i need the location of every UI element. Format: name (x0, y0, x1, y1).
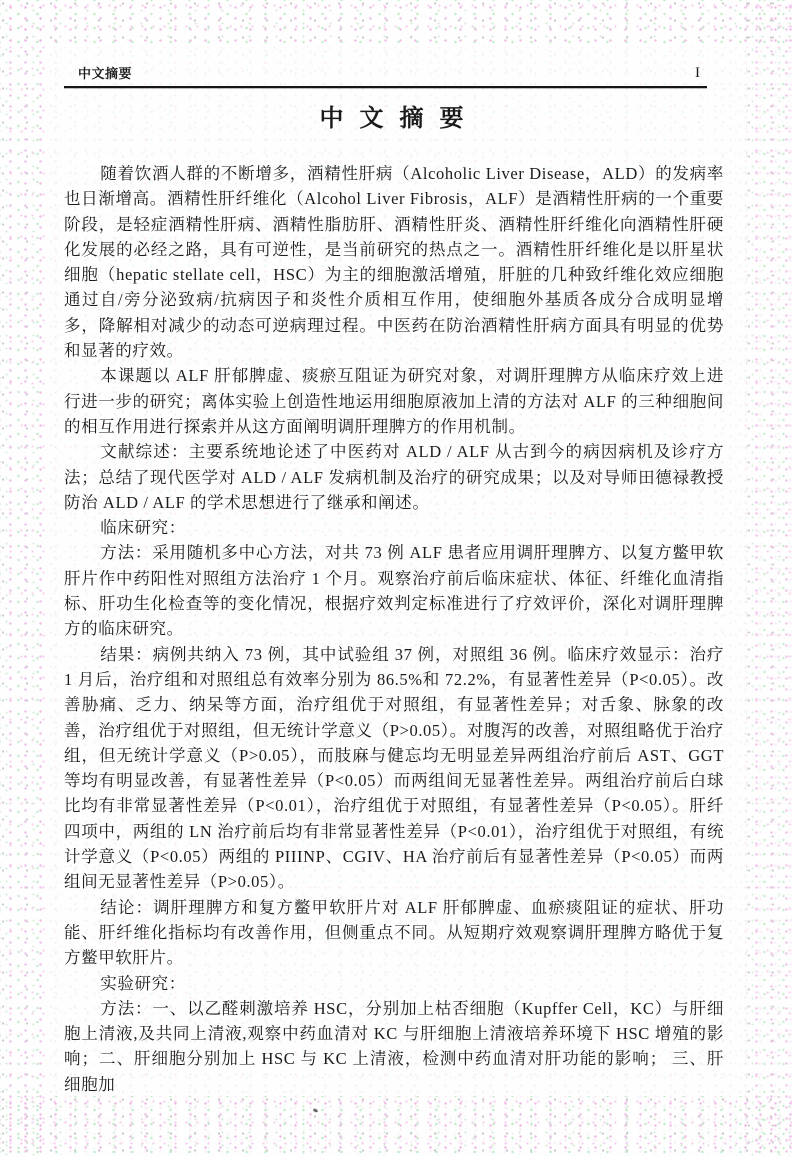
page-title: 中 文 摘 要 (319, 106, 469, 132)
abstract-paragraph: 文献综述：主要系统地论述了中医药对 ALD / ALF 从古到今的病因病机及诊疗方法；总结了现代医学对 ALD / ALF 发病机制及治疗的研究成果；以及对导师田德禄教授防治 ALD / ALF 的学术思想进行了继承和阐述。 (64, 442, 724, 512)
scan-noise-band-bottom (0, 1096, 792, 1156)
header-divider (64, 86, 707, 88)
running-header-title: 中文摘要 (78, 66, 133, 81)
abstract-paragraph: 本课题以 ALF 肝郁脾虚、痰瘀互阻证为研究对象，对调肝理脾方从临床疗效上进行进一步的研究；离体实验上创造性地运用细胞原液加上清的方法对 ALF 的三种细胞间的相互作用进行探索并从这方面阐明调肝理脾方的作用机制。 (64, 366, 724, 436)
scan-noise-band-top (0, 0, 792, 46)
abstract-paragraph: 随着饮酒人群的不断增多，酒精性肝病（Alcoholic Liver Disease，ALD）的发病率也日渐增高。酒精性肝纤维化（Alcohol Liver Fibrosis，ALF）是酒精性肝病的一个重要阶段，是轻症酒精性肝病、酒精性脂肪肝、酒精性肝炎、酒精性肝纤维化向酒精性肝硬化发展的必经之路，具有可逆性，是当前研究的热点之一。酒精性肝纤维化是以肝星状细胞（hepatic stellate cell，HSC）为主的细胞激活增殖，肝脏的几种致纤维化效应细胞通过自/旁分泌致病/抗病因子和炎性介质相互作用，使细胞外基质各成分合成明显增多，降解相对减少的动态可逆病理过程。中医药在防治酒精性肝病方面具有明显的优势和显著的疗效。 (64, 164, 724, 361)
abstract-paragraph: 实验研究： (100, 973, 186, 993)
abstract-body (64, 161, 724, 1097)
running-header (64, 62, 724, 82)
page-number: I (695, 65, 700, 81)
abstract-paragraph: 结果：病例共纳入 73 例，其中试验组 37 例，对照组 36 例。临床疗效显示：治疗 1 月后，治疗组和对照组总有效率分别为 86.5%和 72.2%，有显著性差异（P<0.05）。改善胁痛、乏力、纳呆等方面，治疗组优于对照组，有显著性差异；对舌象、脉象的改善，治疗组优于对照组，但无统计学意义（P>0.05）。对腹泻的改善，对照组略优于治疗组，但无统计学意义（P>0.05），而肢麻与健忘均无明显差异两组治疗前后 AST、GGT 等均有明显改善，有显著性差异（P<0.05）而两组间无显著性差异。两组治疗前后白球比均有非常显著性差异（P<0.01），治疗组优于对照组，有显著性差异（P<0.05）。肝纤四项中，两组的 LN 治疗前后均有非常显著性差异（P<0.01），治疗组优于对照组，有统计学意义（P<0.05）两组的 PIIINP、CGIV、HA 治疗前后有显著性差异（P<0.05）而两组间无显著性差异（P>0.05）。 (64, 644, 724, 892)
scan-artifact-dot (313, 1108, 319, 1113)
scan-noise-band-left (0, 0, 46, 1156)
abstract-paragraph: 方法：采用随机多中心方法，对共 73 例 ALF 患者应用调肝理脾方、以复方鳖甲软肝片作中药阳性对照组方法治疗 1 个月。观察治疗前后临床症状、体征、纤维化血清指标、肝功生化检查等的变化情况，根据疗效判定标准进行了疗效评价，深化对调肝理脾方的临床研究。 (64, 543, 724, 639)
abstract-paragraph: 方法：一、以乙醛刺激培养 HSC，分别加上枯否细胞（Kupffer Cell，KC）与肝细胞上清液,及共同上清液,观察中药血清对 KC 与肝细胞上清液培养环境下 HSC 增殖的影响；二、肝细胞分别加上 HSC 与 KC 上清液，检测中药血清对肝功能的影响； 三、肝细胞加 (64, 998, 724, 1094)
abstract-paragraph: 临床研究： (100, 518, 186, 538)
abstract-paragraph: 结论：调肝理脾方和复方鳖甲软肝片对 ALF 肝郁脾虚、血瘀痰阻证的症状、肝功能、肝纤维化指标均有改善作用，但侧重点不同。从短期疗效观察调肝理脾方略优于复方鳖甲软肝片。 (64, 897, 724, 968)
page-content (64, 62, 724, 1097)
scan-noise-band-right (746, 0, 792, 1156)
